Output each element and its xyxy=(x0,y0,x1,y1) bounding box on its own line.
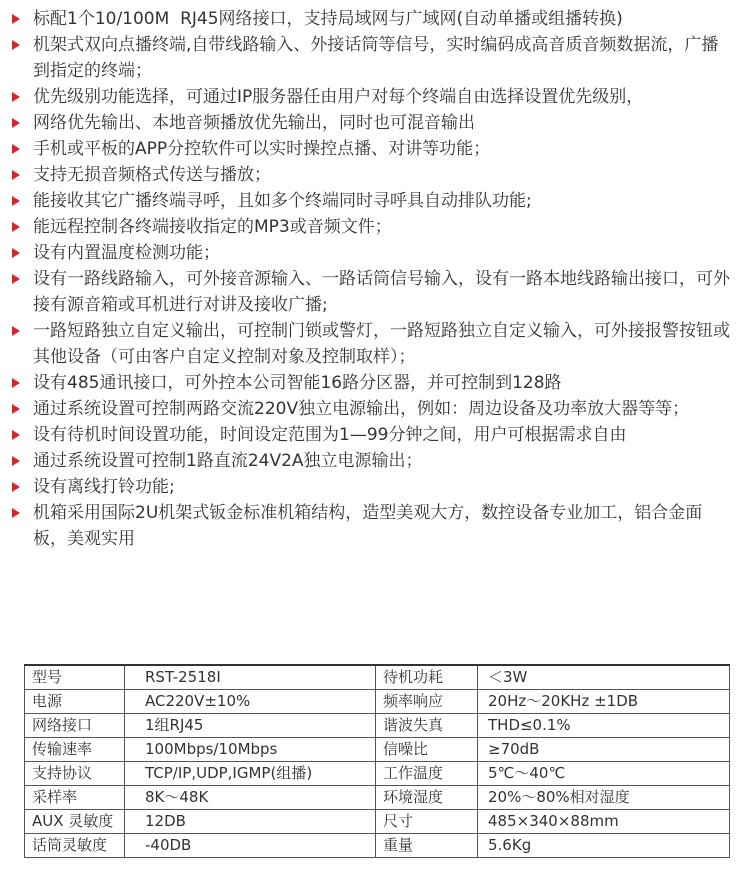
spec-value: RST-2518I xyxy=(125,665,376,690)
spec-value: 1组RJ45 xyxy=(125,714,376,738)
table-row xyxy=(25,714,730,738)
feature-text: 通过系统设置可控制两路交流220V独立电源输出，例如：周边设备及功率放大器等等； xyxy=(33,399,690,419)
table-row xyxy=(25,810,730,834)
feature-text: 支持无损音频格式传送与播放； xyxy=(33,165,271,185)
spec-value: 485×340×88mm xyxy=(478,810,730,834)
table-row xyxy=(25,762,730,786)
feature-text: 设有待机时间设置功能，时间设定范围为1—99分钟之间，用户可根据需求自由 xyxy=(33,425,627,445)
spec-label: 电源 xyxy=(25,690,125,714)
bullet-icon xyxy=(12,274,20,284)
spec-label: 型号 xyxy=(25,665,125,690)
feature-item xyxy=(0,136,750,162)
bullet-icon xyxy=(12,248,20,258)
bullet-icon xyxy=(12,40,20,50)
feature-item xyxy=(0,396,750,422)
table-row xyxy=(25,690,730,714)
spec-value: TCP/IP,UDP,IGMP(组播) xyxy=(125,762,376,786)
table-row xyxy=(25,738,730,762)
spec-label: 采样率 xyxy=(25,786,125,810)
feature-item xyxy=(0,6,750,32)
feature-text: 通过系统设置可控制1路直流24V2A独立电源输出； xyxy=(33,451,423,471)
feature-text: 能接收其它广播终端寻呼，且如多个终端同时寻呼具自动排队功能; xyxy=(33,191,532,211)
bullet-icon xyxy=(12,196,20,206)
spec-value: 100Mbps/10Mbps xyxy=(125,738,376,762)
spec-label: 待机功耗 xyxy=(376,665,478,690)
bullet-icon xyxy=(12,222,20,232)
spec-value: 20Hz～20KHz ±1DB xyxy=(478,690,730,714)
spec-label: 传输速率 xyxy=(25,738,125,762)
spec-label: 话筒灵敏度 xyxy=(25,834,125,858)
spec-value: 5.6Kg xyxy=(478,834,730,858)
feature-list xyxy=(0,6,750,552)
feature-text: 一路短路独立自定义输出，可控制门锁或警灯，一路短路独立自定义输入，可外接报警按钮或其他设备（可由客户自定义控制对象及控制取样）； xyxy=(33,321,730,367)
bullet-icon xyxy=(12,404,20,414)
spec-value: 5℃～40℃ xyxy=(478,762,730,786)
feature-text: 设有内置温度检测功能； xyxy=(33,243,220,263)
feature-text: 能远程控制各终端接收指定的MP3或音频文件； xyxy=(33,217,392,237)
spec-label: 信噪比 xyxy=(376,738,478,762)
spec-label: 环境湿度 xyxy=(376,786,478,810)
bullet-icon xyxy=(12,144,20,154)
feature-text: 网络优先输出、本地音频播放优先输出，同时也可混音输出 xyxy=(33,113,475,133)
spec-value: ＜3W xyxy=(478,665,730,690)
feature-text: 优先级别功能选择，可通过IP服务器任由用户对每个终端自由选择设置优先级别， xyxy=(33,87,644,107)
feature-item xyxy=(0,474,750,500)
spec-value: -40DB xyxy=(125,834,376,858)
spec-label: 重量 xyxy=(376,834,478,858)
feature-text: 设有一路线路输入，可外接音源输入、一路话筒信号输入，设有一路本地线路输出接口，可外接有源音箱或耳机进行对讲及接收广播; xyxy=(33,269,730,315)
spec-value: AC220V±10% xyxy=(125,690,376,714)
table-row xyxy=(25,665,730,690)
spec-value: 8K～48K xyxy=(125,786,376,810)
spec-label: 支持协议 xyxy=(25,762,125,786)
feature-text: 机架式双向点播终端,自带线路输入、外接话筒等信号，实时编码成高音质音频数据流，广播到指定的终端； xyxy=(33,35,719,81)
feature-text: 设有离线打铃功能; xyxy=(33,477,175,497)
table-row xyxy=(25,786,730,810)
feature-text: 设有485通讯接口，可外控本公司智能16路分区器，并可控制到128路 xyxy=(33,373,562,393)
feature-item xyxy=(0,266,750,318)
spec-label: 频率响应 xyxy=(376,690,478,714)
feature-item xyxy=(0,448,750,474)
feature-text: 标配1个10/100M RJ45网络接口，支持局域网与广域网(自动单播或组播转换) xyxy=(33,9,623,29)
feature-item xyxy=(0,240,750,266)
spec-label: 谐波失真 xyxy=(376,714,478,738)
spec-label: 工作温度 xyxy=(376,762,478,786)
feature-item xyxy=(0,370,750,396)
feature-text: 手机或平板的APP分控软件可以实时操控点播、对讲等功能； xyxy=(33,139,491,159)
bullet-icon xyxy=(12,430,20,440)
bullet-icon xyxy=(12,92,20,102)
bullet-icon xyxy=(12,482,20,492)
feature-item xyxy=(0,214,750,240)
bullet-icon xyxy=(12,508,20,518)
feature-item xyxy=(0,318,750,370)
bullet-icon xyxy=(12,14,20,24)
bullet-icon xyxy=(12,378,20,388)
feature-item xyxy=(0,162,750,188)
bullet-icon xyxy=(12,456,20,466)
feature-item xyxy=(0,32,750,84)
feature-text: 机箱采用国际2U机架式钣金标准机箱结构，造型美观大方，数控设备专业加工，铝合金面板，美观实用 xyxy=(33,503,703,549)
spec-value: 12DB xyxy=(125,810,376,834)
feature-item xyxy=(0,500,750,552)
feature-item xyxy=(0,84,750,110)
feature-item xyxy=(0,188,750,214)
spec-table xyxy=(24,664,730,858)
bullet-icon xyxy=(12,118,20,128)
spec-label: 网络接口 xyxy=(25,714,125,738)
bullet-icon xyxy=(12,170,20,180)
table-row xyxy=(25,834,730,858)
spec-label: 尺寸 xyxy=(376,810,478,834)
feature-item xyxy=(0,110,750,136)
bullet-icon xyxy=(12,326,20,336)
spec-value: 20%～80%相对湿度 xyxy=(478,786,730,810)
spec-value: THD≤0.1% xyxy=(478,714,730,738)
feature-item xyxy=(0,422,750,448)
spec-value: ≥70dB xyxy=(478,738,730,762)
spec-label: AUX 灵敏度 xyxy=(25,810,125,834)
